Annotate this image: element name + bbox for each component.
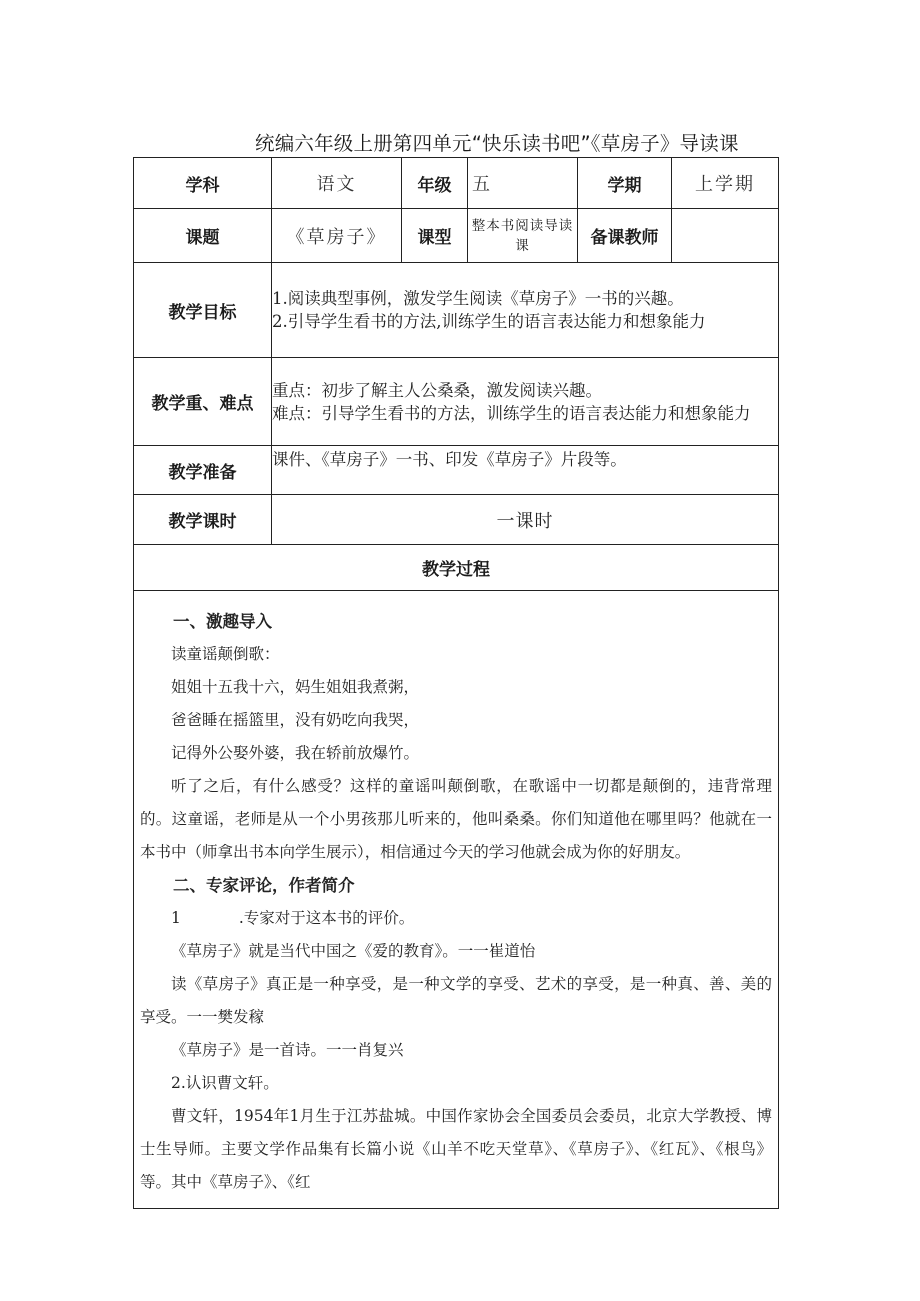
grade-value: 五	[468, 158, 578, 209]
periods-value: 一课时	[272, 495, 779, 545]
process-content	[134, 591, 779, 1209]
preparation-label: 教学准备	[134, 446, 272, 495]
preparation-value: 课件、《草房子》一书、印发《草房子》片段等。	[272, 446, 779, 495]
preparation-row	[134, 446, 779, 495]
goal-item: 2.引导学生看书的方法,训练学生的语言表达能力和想象能力	[272, 312, 706, 331]
process-row	[134, 591, 779, 1209]
goal-item: 1.阅读典型事例，激发学生阅读《草房子》一书的兴趣。	[272, 289, 684, 308]
rhyme-line: 姐姐十五我十六，妈生姐姐我煮粥，	[171, 677, 420, 696]
teacher-value	[672, 209, 779, 263]
topic-label: 课题	[134, 209, 272, 263]
item-1-number: 1	[171, 908, 181, 927]
goals-content	[272, 263, 779, 358]
key-points-label: 教学重、难点	[134, 358, 272, 446]
item-2: 2.认识曹文轩。	[171, 1073, 279, 1092]
section-1-title: 一、激趣导入	[173, 611, 272, 631]
info-row-1	[134, 158, 779, 209]
difficult-point: 难点：引导学生看书的方法，训练学生的语言表达能力和想象能力	[272, 403, 751, 423]
rhyme-line: 记得外公娶外婆，我在轿前放爆竹。	[171, 743, 420, 762]
expert-quote: 《草房子》就是当代中国之《爱的教育》。一一崔道怡	[171, 941, 536, 960]
lesson-plan-table	[133, 157, 779, 1209]
topic-value: 《草房子》	[272, 209, 402, 263]
type-value: 整本书阅读导读课	[468, 209, 578, 263]
subject-value: 语文	[272, 158, 402, 209]
important-point: 重点：初步了解主人公桑桑，激发阅读兴趣。	[272, 380, 602, 400]
rhyme-intro: 读童谣颠倒歌：	[171, 644, 280, 663]
rhyme-line: 爸爸睡在摇篮里，没有奶吃向我哭，	[171, 710, 420, 729]
teacher-label: 备课教师	[578, 209, 672, 263]
section-1-paragraph: 听了之后，有什么感受？这样的童谣叫颠倒歌，在歌谣中一切都是颠倒的，违背常理的。这童谣，老师是从一个小男孩那儿听来的，他叫桑桑。你们知道他在哪里吗？他就在一本书中（师拿出书本向学生展示），相信通过今天的学习他就会成为你的好朋友。	[140, 776, 772, 861]
term-value: 上学期	[672, 158, 779, 209]
key-points-row	[134, 358, 779, 446]
process-header-row	[134, 545, 779, 591]
term-label: 学期	[578, 158, 672, 209]
key-points-content	[272, 358, 779, 446]
author-paragraph: 曹文轩，1954年1月生于江苏盐城。中国作家协会全国委员会委员，北京大学教授、博士生导师。主要文学作品集有长篇小说《山羊不吃天堂草》、《草房子》、《红瓦》、《根鸟》等。其中《草房子》、《红	[140, 1106, 772, 1191]
expert-quote: 《草房子》是一首诗。一一肖复兴	[171, 1040, 404, 1059]
item-1	[140, 902, 772, 935]
goals-row	[134, 263, 779, 358]
grade-label: 年级	[402, 158, 468, 209]
info-row-2	[134, 209, 779, 263]
item-1-text: .专家对于这本书的评价。	[238, 908, 415, 927]
goals-label: 教学目标	[134, 263, 272, 358]
periods-label: 教学课时	[134, 495, 272, 545]
periods-row	[134, 495, 779, 545]
subject-label: 学科	[134, 158, 272, 209]
document-title: 统编六年级上册第四单元“快乐读书吧”《草房子》导读课	[255, 132, 739, 155]
expert-quote: 读《草房子》真正是一种享受，是一种文学的享受、艺术的享受，是一种真、善、美的享受。一一樊发稼	[140, 974, 772, 1026]
section-2-title: 二、专家评论，作者简介	[173, 875, 355, 895]
process-header: 教学过程	[134, 545, 779, 591]
type-label: 课型	[402, 209, 468, 263]
